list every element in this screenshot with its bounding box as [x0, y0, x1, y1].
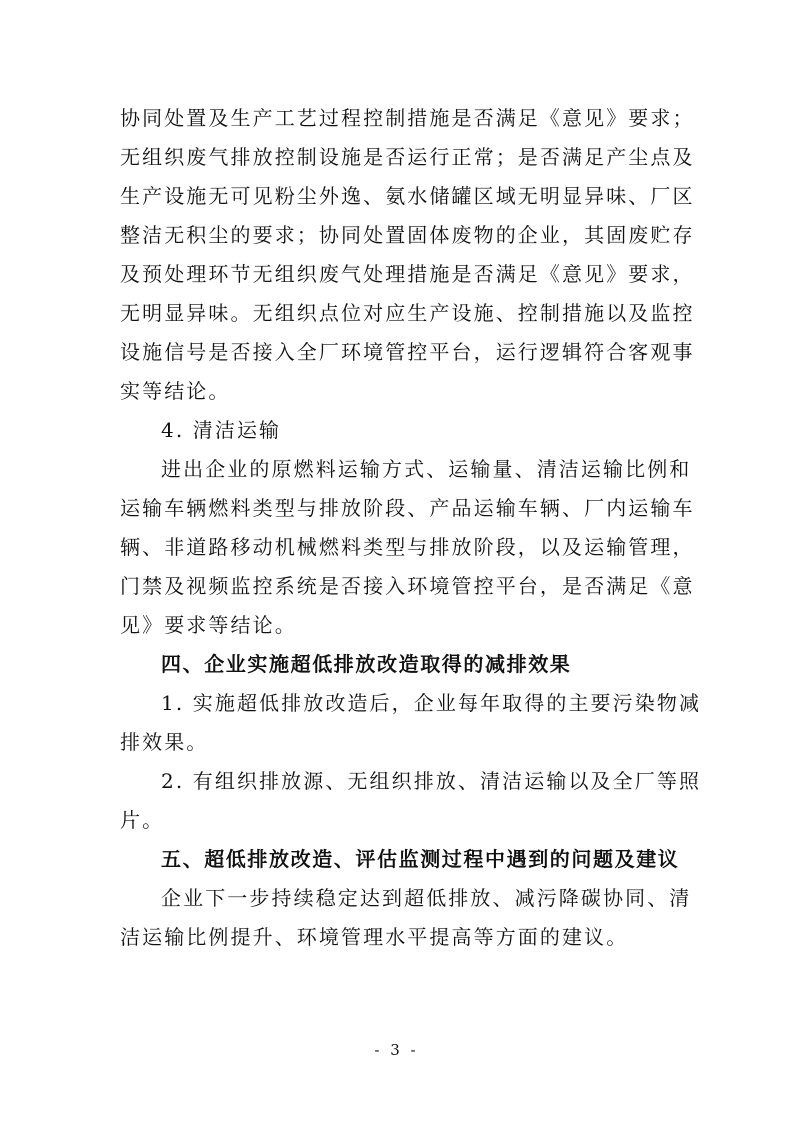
section-heading: 四、企业实施超低排放改造取得的减排效果	[161, 652, 572, 676]
section-heading: 五、超低排放改造、评估监测过程中遇到的问题及建议	[161, 847, 680, 871]
paragraph-line: 设施信号是否接入全厂环境管控平台，运行逻辑符合客观事	[120, 340, 695, 364]
paragraph-line: 企业下一步持续稳定达到超低排放、减污降碳协同、清	[161, 886, 692, 910]
paragraph-line: 片。	[120, 808, 165, 832]
paragraph-line: 运输车辆燃料类型与排放阶段、产品运输车辆、厂内运输车	[120, 496, 695, 520]
paragraph-line: 洁运输比例提升、环境管理水平提高等方面的建议。	[120, 925, 629, 949]
paragraph-line: 1. 实施超低排放改造后，企业每年取得的主要污染物减	[161, 691, 702, 715]
paragraph-line: 协同处置及生产工艺过程控制措施是否满足《意见》要求；	[120, 106, 695, 130]
paragraph-line: 无组织废气排放控制设施是否运行正常；是否满足产尘点及	[120, 145, 695, 169]
paragraph-line: 门禁及视频监控系统是否接入环境管控平台，是否满足《意	[120, 574, 695, 598]
paragraph-line: 实等结论。	[120, 379, 231, 403]
paragraph-line: 2. 有组织排放源、无组织排放、清洁运输以及全厂等照	[161, 769, 702, 793]
page-number: - 3 -	[374, 1041, 419, 1059]
paragraph-line: 整洁无积尘的要求；协同处置固体废物的企业，其固废贮存	[120, 223, 695, 247]
paragraph-line: 排效果。	[120, 730, 209, 754]
paragraph-line: 辆、非道路移动机械燃料类型与排放阶段，以及运输管理，	[120, 535, 695, 559]
paragraph-line: 见》要求等结论。	[120, 613, 297, 637]
paragraph-line: 无明显异味。无组织点位对应生产设施、控制措施以及监控	[120, 301, 695, 325]
paragraph-line: 及预处理环节无组织废气处理措施是否满足《意见》要求，	[120, 262, 695, 286]
paragraph-line: 生产设施无可见粉尘外逸、氨水储罐区域无明显异味、厂区	[120, 184, 695, 208]
subsection-title: 4. 清洁运输	[161, 418, 282, 442]
paragraph-line: 进出企业的原燃料运输方式、运输量、清洁运输比例和	[161, 457, 692, 481]
